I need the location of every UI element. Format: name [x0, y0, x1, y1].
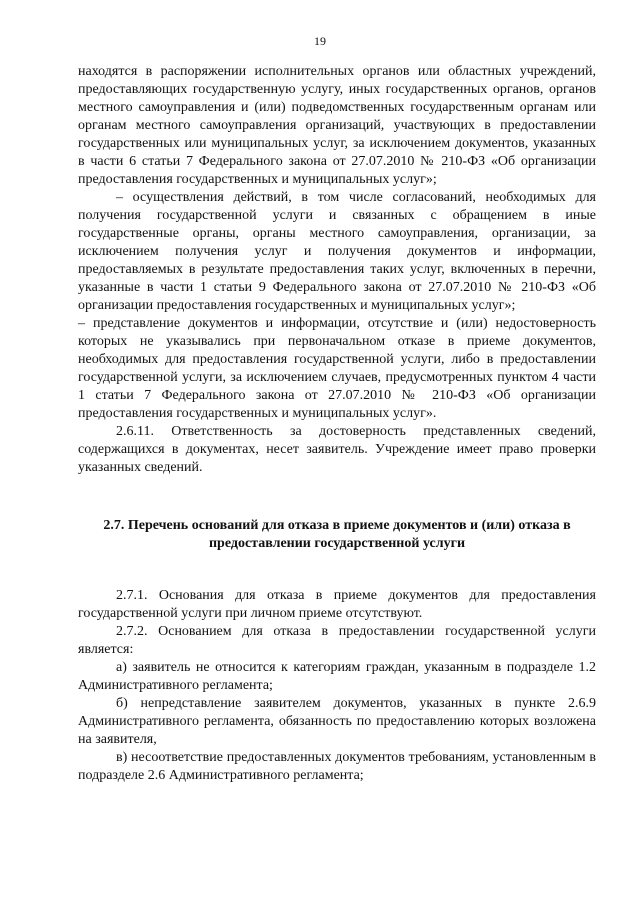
section-heading-line-1: 2.7. Перечень оснований для отказа в приеме документов и (или) отказа в	[103, 518, 571, 533]
paragraph-2-7-2: 2.7.2. Основанием для отказа в предоставлении государственной услуги является:	[78, 624, 596, 657]
page-number: 19	[314, 34, 326, 48]
list-item-b: б) непредставление заявителем документов, указанных в пункте 2.6.9 Административного регламента, обязанность по предоставлению которых возложена на заявителя,	[78, 696, 596, 747]
spacer	[78, 477, 596, 517]
document-body	[78, 63, 596, 785]
paragraph-actions-list-item: – осуществления действий, в том числе согласований, необходимых для получения государственной услуги и связанных с обращением в иные государственные органы, органы местного самоуправления, организации, за исключением получения услуг и получения документов и информации, предоставляемых в результате предоставления таких услуг, включенных в перечни, указанные в части 1 статьи 9 Федерального закона от 27.07.2010 № 210-ФЗ «Об организации предоставления государственных и муниципальных услуг»;	[78, 190, 596, 313]
paragraph-documents-list-item: – представление документов и информации, отсутствие и (или) недостоверность которых не указывались при первоначальном отказе в приеме документов, необходимых для предоставления государственной услуги, либо в предоставлении государственной услуги, за исключением случаев, предусмотренных пунктом 4 части 1 статьи 7 Федерального закона от 27.07.2010 № 210-ФЗ «Об организации предоставления государственных и муниципальных услуг».	[78, 316, 596, 421]
list-item-v: в) несоответствие предоставленных документов требованиям, установленным в подразделе 2.6 Административного регламента;	[78, 750, 596, 783]
spacer	[78, 553, 596, 587]
section-heading-line-2: предоставлении государственной услуги	[208, 536, 466, 551]
paragraph-2-7-1: 2.7.1. Основания для отказа в приеме документов для предоставления государственной услуги при личном приеме отсутствуют.	[78, 588, 596, 621]
list-item-a: а) заявитель не относится к категориям граждан, указанным в подразделе 1.2 Административного регламента;	[78, 660, 596, 693]
paragraph-2-6-11: 2.6.11. Ответственность за достоверность представленных сведений, содержащихся в документах, несет заявитель. Учреждение имеет право проверки указанных сведений.	[78, 424, 596, 475]
paragraph-continuation: находятся в распоряжении исполнительных органов или областных учреждений, предоставляющих государственную услугу, иных государственных органов, органов местного самоуправления и (или) подведомственных государственным органам или органам местного самоуправления организаций, участвующих в предоставлении государственных или муниципальных услуг, за исключением документов, указанных в части 6 статьи 7 Федерального закона от 27.07.2010 № 210-ФЗ «Об организации предоставления государственных и муниципальных услуг»;	[78, 64, 596, 187]
section-heading-2-7	[78, 517, 596, 553]
